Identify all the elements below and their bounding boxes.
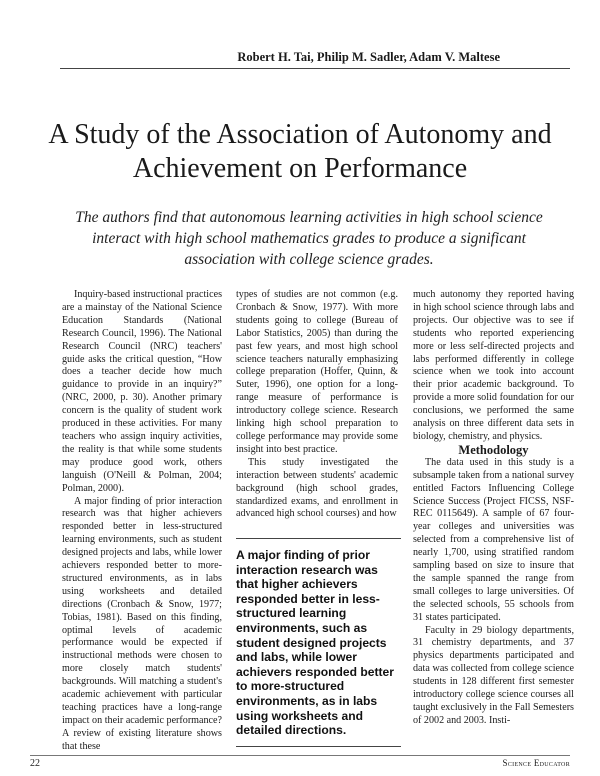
paragraph: Inquiry-based instructional practices are a mainstay of the National Science Education Standards (National Research Council, 1996). The National Research Council (NRC) teachers' guide asks the critical question, “How does a teacher decide how much guidance to provide in an inquiry?” (NRC, 2000, p. 30). Another primary concern is the quality of student work produced in these activities. For many teachers who assign inquiry activities, the reality is that while some students may produce good work, others languish (O'Neill & Polman, 2004; Polman, 2000). xyxy=(62,289,222,494)
pull-quote: A major finding of prior interaction research was that higher achievers responded better in less-structured learning environments, such as student designed projects and labs, while lower achievers responded better to more-structured environments, as in labs using worksheets and detailed directions. xyxy=(236,538,401,747)
section-heading-methodology: Methodology xyxy=(458,442,529,457)
article-title: A Study of the Association of Autonomy and Achievement on Performance xyxy=(48,119,552,184)
paragraph: A major finding of prior interaction research was that higher achievers responded better in less-structured learning environments, such as student designed projects and labs, while lower achievers responded better to more-structured environments, as in labs using worksheets and detailed directions (Cronbach & Snow, 1977; Tobias, 1981). Based on this finding, optimal levels of academic performance would be expected if instructional methods were chosen to more closely match students' backgrounds. Will matching a student's academic achievement with particular teaching practices have a long-range impact on their academic performance? A review of existing literature shows that these xyxy=(62,495,222,752)
authors-text: Robert H. Tai, Philip M. Sadler, Adam V. Maltese xyxy=(237,50,500,64)
paragraph: Faculty in 29 biology departments, 31 chemistry departments, and 37 physics departments participated and data was collected from college science students in 128 different first semester introductory college science courses all taught exclusively in the Fall Semesters of 2002 and 2003. Insti- xyxy=(413,624,574,726)
article-subtitle: The authors find that autonomous learning activities in high school science interact with high school mathematics grades to produce a significant association with college science grades. xyxy=(75,209,543,268)
paragraph: types of studies are not common (e.g. Cronbach & Snow, 1977). With more students going to college (Bureau of Labor Statistics, 2005) than during the past few years, and most high school science teachers naturally emphasizing college preparation (Hoffer, Quinn, & Suter, 1996), one option for a long-range measure of performance is introductory college science. Research linking high school preparation to college performance may provide some insight into best practice. xyxy=(236,289,398,455)
paragraph: This study investigated the interaction between students' academic background (high school grades, standardized exams, and enrollment in advanced high school courses) and how xyxy=(236,456,398,520)
column-3 xyxy=(413,289,574,728)
page-number: 22 xyxy=(30,758,40,769)
paragraph: The data used in this study is a subsample taken from a national survey entitled Factors Influencing College Science Success (Project FICSS, NSF-REC 0115649). A sample of 67 four-year colleges and universities was selected from a comprehensive list of nearly 1,700, using stratified random sampling based on size to insure that the sample spanned the range from small colleges to large universities. Of the selected schools, 55 schools from 31 states participated. xyxy=(413,456,574,623)
journal-name: Science Educator xyxy=(502,758,570,768)
column-2 xyxy=(236,289,398,521)
column-1 xyxy=(62,289,222,754)
footer-divider xyxy=(30,755,570,756)
author-byline xyxy=(60,50,570,69)
paragraph: much autonomy they reported having in high school science through labs and projects. Our objective was to see if students who reported experiencing more or less self-directed projects and labs performed differently in college science when we took into account their prior academic background. To provide a more solid foundation for our conclusions, we performed the same analysis on three different data sets in biology, chemistry, and physics. xyxy=(413,289,574,442)
